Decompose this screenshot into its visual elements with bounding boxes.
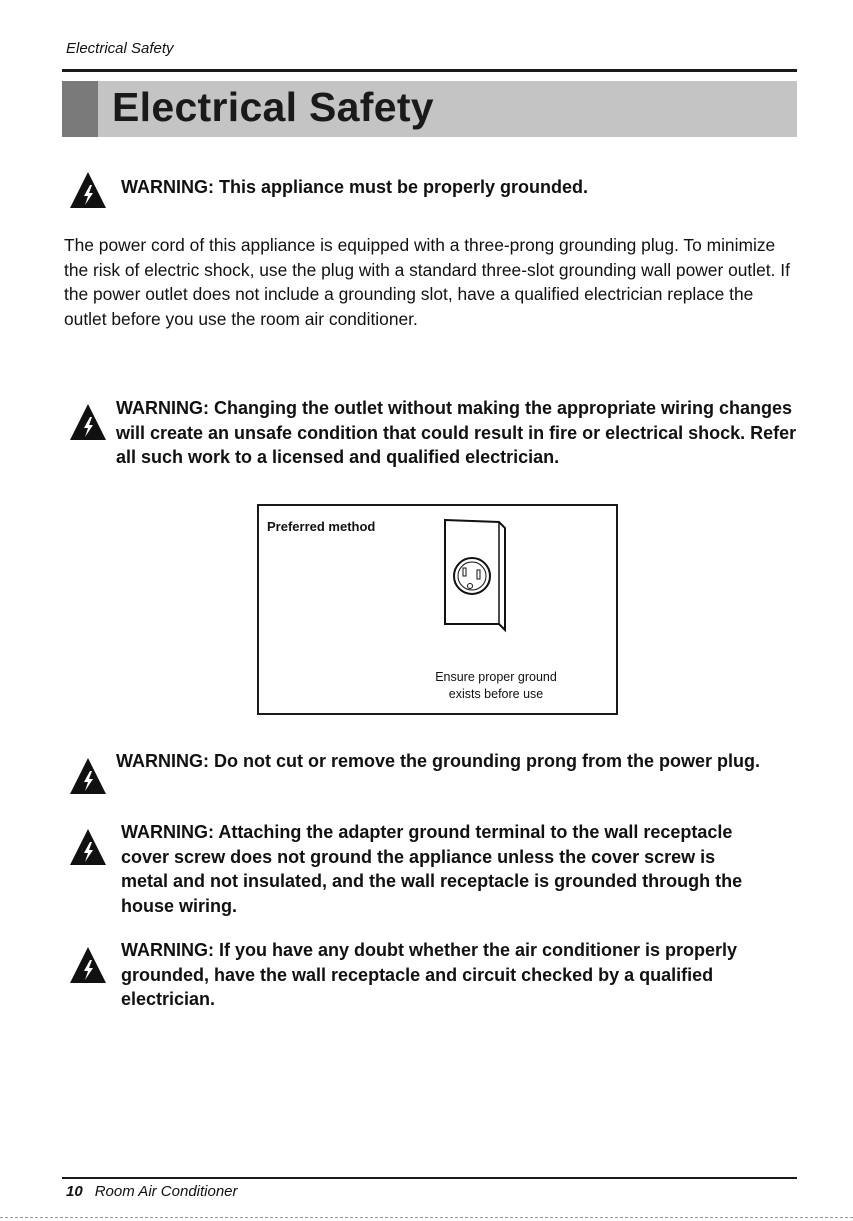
page-trim-line: [0, 1217, 853, 1218]
footer-doc-title: Room Air Conditioner: [94, 1183, 238, 1200]
warning-adapter-ground: WARNING: Attaching the adapter ground terminal to the wall receptacle cover screw does not ground the appliance unless the cover screw is metal and not insulated, and the wall receptacle is grounded through the house wiring.: [121, 822, 743, 916]
electrical-hazard-warning-icon: [68, 170, 108, 210]
warning-doubt-grounding: WARNING: If you have any doubt whether the air conditioner is properly grounded, have the wall receptacle and circuit checked by a qualified electrician.: [121, 940, 738, 1009]
grounding-instructions-paragraph: The power cord of this appliance is equipped with a three-prong grounding plug. To minimize the risk of electric shock, use the plug with a standard three-slot grounding wall power outlet. If the power outlet does not include a grounding slot, have a qualified electrician replace the outlet before you use the room air conditioner.: [64, 235, 790, 329]
page-footer: [66, 1183, 238, 1200]
section-title: Electrical Safety: [112, 84, 434, 130]
warning-outlet-wiring: WARNING: Changing the outlet without making the appropriate wiring changes will create an unsafe condition that could result in fire or electrical shock. Refer all such work to a licensed and qualified electrician.: [116, 398, 797, 467]
diagram-caption: [411, 669, 581, 703]
preferred-method-diagram: [257, 504, 618, 715]
electrical-hazard-warning-icon: [68, 402, 108, 442]
section-title-band: [62, 81, 797, 137]
header-rule: [62, 69, 797, 72]
page-number: 10: [66, 1183, 83, 1200]
wall-outlet-icon: [443, 518, 523, 638]
running-header: Electrical Safety: [66, 40, 174, 57]
diagram-title: Preferred method: [267, 519, 376, 534]
warning-grounding-prong: WARNING: Do not cut or remove the grounding prong from the power plug.: [116, 751, 760, 771]
electrical-hazard-warning-icon: [68, 827, 108, 867]
caption-line-2: exists before use: [448, 687, 544, 701]
warning-grounding: WARNING: This appliance must be properly grounded.: [121, 177, 589, 197]
caption-line-1: Ensure proper ground: [435, 670, 557, 684]
electrical-hazard-warning-icon: [68, 945, 108, 985]
title-accent-block: [62, 81, 98, 137]
footer-rule: [62, 1177, 797, 1179]
electrical-hazard-warning-icon: [68, 756, 108, 796]
